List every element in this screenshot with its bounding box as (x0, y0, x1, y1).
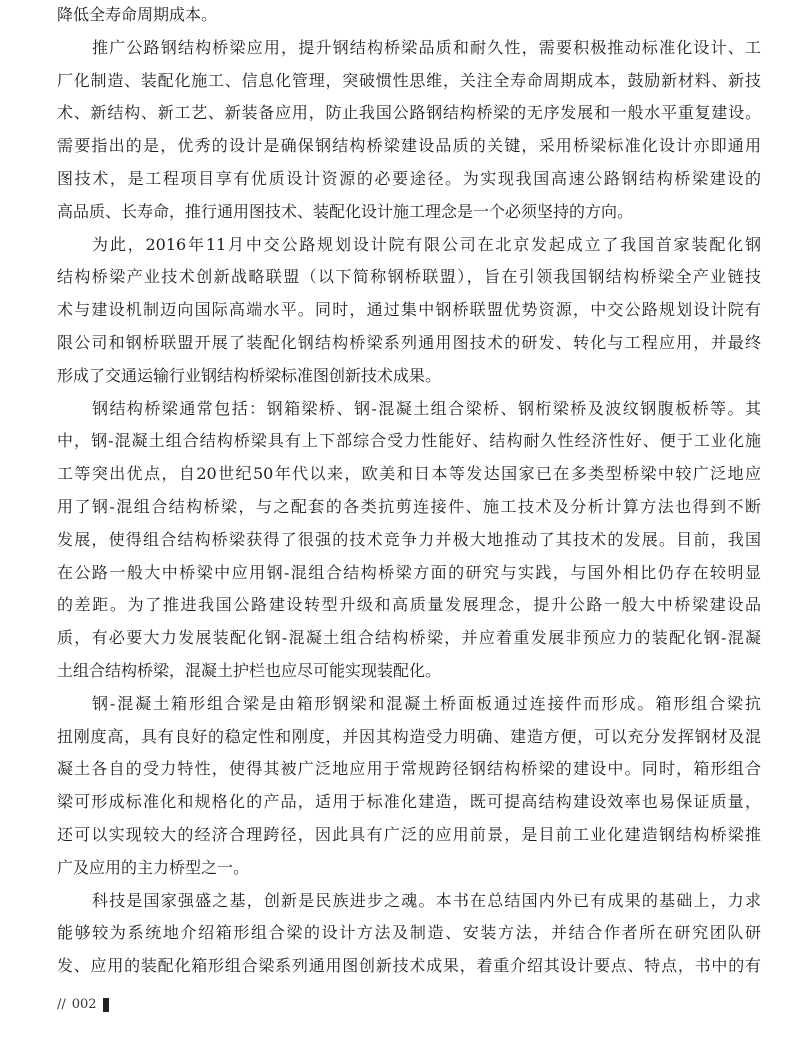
text-line: 用了钢-混组合结构桥梁，与之配套的各类抗剪连接件、施工技术及分析计算方法也得到不断 (57, 496, 761, 516)
text-line: 中，钢-混凝土组合结构桥梁具有上下部综合受力性能好、结构耐久性经济性好、便于工业化施 (57, 431, 761, 451)
text-line: 梁可形成标准化和规格化的产品，适用于标准化建造，既可提高结构建设效率也易保证质量， (57, 792, 761, 812)
body-text (57, 0, 761, 983)
text-line: 为此，2016年11月中交公路规划设计院有限公司在北京发起成立了我国首家装配化钢 (92, 234, 761, 254)
text-line: 需要指出的是，优秀的设计是确保钢结构桥梁建设品质的关键，采用桥梁标准化设计亦即通用 (57, 136, 761, 156)
text-line: 工等突出优点，自20世纪50年代以来，欧美和日本等发达国家已在多类型桥梁中较广泛地应 (57, 464, 761, 484)
page-number: 002 (71, 997, 97, 1012)
text-line: 术与建设机制迈向国际高端水平。同时，通过集中钢桥联盟优势资源，中交公路规划设计院有 (57, 300, 761, 320)
paragraph (57, 393, 761, 688)
text-line: 广及应用的主力桥型之一。 (57, 857, 250, 877)
paragraph (57, 229, 761, 393)
text-line: 发展，使得组合结构桥梁获得了很强的技术竞争力并极大地推动了其技术的发展。目前，我国 (57, 529, 761, 549)
text-line: 结构桥梁产业技术创新战略联盟（以下简称钢桥联盟），旨在引领我国钢结构桥梁全产业链技 (57, 267, 761, 287)
text-line: 术、新结构、新工艺、新装备应用，防止我国公路钢结构桥梁的无序发展和一般水平重复建设。 (57, 103, 761, 123)
text-line: 推广公路钢结构桥梁应用，提升钢结构桥梁品质和耐久性，需要积极推动标准化设计、工 (92, 37, 761, 57)
text-line: 限公司和钢桥联盟开展了装配化钢结构桥梁系列通用图技术的研发、转化与工程应用，并最终 (57, 332, 761, 352)
page-footer (57, 997, 109, 1012)
text-line: 在公路一般大中桥梁中应用钢-混组合结构桥梁方面的研究与实践，与国外相比仍存在较明显 (57, 562, 761, 582)
text-line: 能够较为系统地介绍箱形组合梁的设计方法及制造、安装方法，并结合作者所在研究团队研 (57, 923, 761, 943)
text-line: 高品质、长寿命，推行通用图技术、装配化设计施工理念是一个必须坚持的方向。 (57, 201, 634, 221)
footer-bar-mark (103, 998, 109, 1012)
paragraph (57, 688, 761, 885)
text-line: 钢-混凝土箱形组合梁是由箱形钢梁和混凝土桥面板通过连接件而形成。箱形组合梁抗 (92, 693, 761, 713)
text-line: 降低全寿命周期成本。 (57, 5, 218, 24)
text-line: 图技术，是工程项目享有优质设计资源的必要途径。为实现我国高速公路钢结构桥梁建设的 (57, 168, 761, 188)
text-line: 土组合结构桥梁，混凝土护栏也应尽可能实现装配化。 (57, 660, 442, 680)
footer-slashes: // (57, 997, 66, 1012)
text-line: 发、应用的装配化箱形组合梁系列通用图创新技术成果，着重介绍其设计要点、特点，书中的有 (57, 956, 761, 976)
text-line: 科技是国家强盛之基，创新是民族进步之魂。本书在总结国内外已有成果的基础上，力求 (92, 890, 761, 910)
text-line: 扭刚度高，具有良好的稳定性和刚度，并因其构造受力明确、建造方便，可以充分发挥钢材及混 (57, 726, 761, 746)
text-line: 质，有必要大力发展装配化钢-混凝土组合结构桥梁，并应着重发展非预应力的装配化钢-混凝 (57, 628, 761, 648)
text-line: 钢结构桥梁通常包括：钢箱梁桥、钢-混凝土组合梁桥、钢桁梁桥及波纹钢腹板桥等。其 (92, 398, 761, 418)
paragraph (57, 32, 761, 229)
text-line: 还可以实现较大的经济合理跨径，因此具有广泛的应用前景，是目前工业化建造钢结构桥梁推 (57, 824, 761, 844)
text-line: 厂化制造、装配化施工、信息化管理，突破惯性思维，关注全寿命周期成本，鼓励新材料、新技 (57, 70, 761, 90)
paragraph (57, 0, 761, 32)
text-line: 形成了交通运输行业钢结构桥梁标准图创新技术成果。 (57, 365, 442, 385)
text-line: 的差距。为了推进我国公路建设转型升级和高质量发展理念，提升公路一般大中桥梁建设品 (57, 595, 761, 615)
text-line: 凝土各自的受力特性，使得其被广泛地应用于常规跨径钢结构桥梁的建设中。同时，箱形组合 (57, 759, 761, 779)
paragraph (57, 885, 761, 983)
